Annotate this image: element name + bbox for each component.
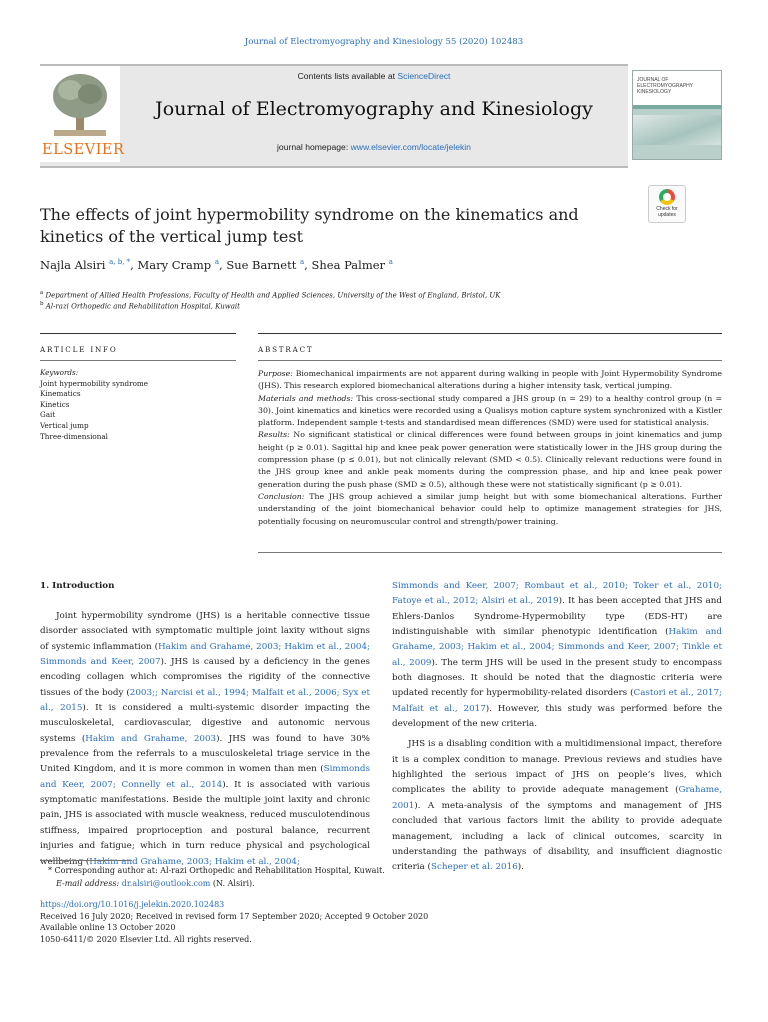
doi-link[interactable]: https://doi.org/10.1016/j.jelekin.2020.102483 (40, 900, 225, 909)
elsevier-tree-icon (50, 72, 110, 138)
homepage-prefix: journal homepage: (277, 142, 351, 152)
sciencedirect-link[interactable]: ScienceDirect (397, 71, 451, 81)
homepage-line (120, 142, 628, 152)
body-text: ). It is considered a multi-systemic disorder impacting the musculoskeletal, cardiovascular, digestive and autonomic nervous systems ( (40, 703, 370, 744)
citation-link[interactable]: Hakim and Grahame, 2003; Hakim et al., 2004; Simmonds and Keer, 2007; Tinkle et al., 2009 (392, 627, 722, 668)
body-paragraph (40, 609, 370, 870)
author-name[interactable]: Najla Alsiri (40, 258, 106, 272)
keyword[interactable]: Three-dimensional (40, 431, 108, 441)
citation-link[interactable]: Hakim and Grahame, 2003; Hakim et al., 2004; (89, 856, 300, 867)
body-column-right (392, 579, 722, 876)
doi-line (40, 900, 740, 909)
contents-prefix: Contents lists available at (297, 71, 398, 81)
abstract-conclusion (258, 491, 722, 528)
abstract-label: Materials and methods: (258, 393, 354, 403)
affiliation (40, 301, 720, 310)
abstract-methods (258, 393, 722, 430)
abstract-label: Results: (258, 430, 290, 440)
abstract-label: Purpose: (258, 369, 293, 378)
body-text: Joint hypermobility syndrome (JHS) is a heritable connective tissue disorder associated with symptomatic multiple joint laxity without signs of systemic inflammation ( (40, 611, 370, 652)
footnote-divider (40, 860, 132, 861)
citation-link[interactable]: Scheper et al. 2016 (430, 862, 518, 873)
affiliation-marker: b (40, 301, 44, 307)
keyword[interactable]: Gait (40, 410, 56, 420)
footnote-text: Corresponding author at: Al-razi Orthopedic and Rehabilitation Hospital, Kuwait. (54, 866, 385, 875)
affiliation-text: Al-razi Orthopedic and Rehabilitation Hospital, Kuwait (45, 302, 240, 311)
contents-line (120, 71, 628, 81)
citation-link[interactable]: Grahame, 2001 (392, 785, 722, 811)
body-text: ). (517, 862, 524, 873)
keyword[interactable]: Joint hypermobility syndrome (40, 378, 148, 388)
body-text: ). JHS was found to have 30% prevalence from the referrals to a musculoskeletal triage service in the United Kingdom, and it is more common in women than men ( (40, 733, 370, 775)
divider (40, 333, 236, 334)
author-name[interactable]: Sue Barnett (226, 258, 297, 272)
email-link[interactable]: dr.alsiri@outlook.com (121, 879, 211, 888)
author-affiliation-marker[interactable]: a (214, 258, 219, 267)
corresponding-author-note: * Corresponding author at: Al-razi Orthopedic and Rehabilitation Hospital, Kuwait. (48, 866, 385, 875)
affiliation (40, 290, 720, 299)
citation-link[interactable]: Hakim and Grahame, 2003 (85, 733, 217, 744)
body-text: ). However, this study was performed before the development of the new criteria. (392, 703, 722, 730)
abstract-results (258, 429, 722, 490)
divider (40, 360, 236, 361)
elsevier-logo[interactable] (40, 66, 125, 162)
keyword[interactable]: Vertical jump (40, 420, 89, 430)
citation-link[interactable]: Simmonds and Keer, 2007; Connelly et al., 2014 (40, 764, 370, 790)
author-name[interactable]: Mary Cramp (137, 258, 212, 272)
crossmark-icon (659, 189, 675, 205)
abstract-heading: ABSTRACT (258, 345, 314, 354)
email-note (56, 879, 756, 888)
body-text: ). It has been accepted that JHS and Ehlers-Danlos Syndrome-Hypermobility type (EDS-HT) are indistinguishable with similar phenotypic identification ( (392, 596, 722, 638)
author-affiliation-marker[interactable]: a (388, 258, 393, 267)
check-for-updates-badge[interactable] (648, 185, 686, 223)
body-column-left (40, 609, 370, 870)
keyword[interactable]: Kinematics (40, 389, 81, 399)
body-text: ). It is associated with various symptomatic manifestations. Beside the multiple joint laxity and chronic pain, JHS is associated with muscle weakness, reduced musculotendinous stiffness, impaired proprioception and postural balance, recurrent injuries and fatigue; which in turn reduce physical and psychological wellbeing ( (40, 779, 371, 867)
affiliation-text: Department of Allied Health Professions, Faculty of Health and Applied Sciences, University of the West of England, Bristol, UK (45, 291, 501, 300)
abstract-label: Conclusion: (258, 491, 305, 501)
journal-name: Journal of Electromyography and Kinesiology (155, 98, 593, 120)
abstract-text: The JHS group achieved a similar jump height but with some biomechanical alterations. Further understanding of the joint biomechanical behavior could help to optimize management strategies for JHS, potentially focusing on neuromuscular control and strength/power training. (258, 491, 722, 526)
homepage-link[interactable]: www.elsevier.com/locate/jelekin (350, 142, 471, 152)
article-title: The effects of joint hypermobility syndrome on the kinematics and kinetics of the vertical jump test (40, 205, 579, 246)
author-list: Najla Alsiri $^{a, b, *}$, Mary Cramp $^a$, Sue Barnett $^a$, Shea Palmer $^a$ (40, 258, 393, 272)
author-affiliation-marker[interactable]: a (299, 258, 305, 267)
cover-ribbon (633, 115, 721, 145)
divider (258, 552, 722, 553)
affiliation-marker: a (40, 290, 44, 296)
elsevier-wordmark: ELSEVIER (42, 142, 125, 158)
citation-link[interactable]: Castori et al., 2017; Malfait et al., 2017 (392, 688, 722, 714)
divider (258, 333, 722, 334)
abstract-purpose (258, 368, 722, 393)
divider (258, 360, 722, 361)
crossmark-label: Check for updates (656, 206, 678, 218)
abstract-body (258, 368, 722, 528)
author-name[interactable]: Shea Palmer (311, 258, 386, 272)
section-heading-introduction: 1. Introduction (40, 581, 115, 591)
copyright-line: 1050-6411/© 2020 Elsevier Ltd. All rights reserved. (40, 935, 252, 944)
keyword[interactable]: Kinetics (40, 399, 70, 409)
body-text: ). The term JHS will be used in the present study to encompass both diagnoses. It should be noted that the diagnostic criteria were updated recently for hypermobility-related disorders ( (392, 657, 722, 699)
keywords-block (40, 368, 240, 442)
received-line: Received 16 July 2020; Received in revised form 17 September 2020; Accepted 9 October 2020 (40, 912, 429, 921)
journal-cover-image[interactable] (632, 70, 722, 160)
email-label: E-mail address: (56, 879, 120, 888)
body-paragraph (392, 579, 722, 732)
cover-band (633, 105, 721, 109)
keywords-label: Keywords: (40, 368, 79, 377)
journal-citation[interactable]: Journal of Electromyography and Kinesiology 55 (2020) 102483 (244, 37, 524, 47)
abstract-text: This cross-sectional study compared a JHS group (n = 29) to a healthy control group (n = 30). Joint kinematics and kinetics were recorded using a Qualisys motion capture system synchronized with a Kistler platform. Independent sample t-tests and standardised mean differences (SMD) were used for statistical analysis. (258, 393, 722, 428)
citation-link[interactable]: 2003;; Narcisi et al., 1994; Malfait et al., 2006; Syx et al., 2015 (40, 687, 371, 714)
author-affiliation-marker[interactable]: a, b, * (109, 258, 131, 267)
abstract-text: Biomechanical impairments are not apparent during walking in people with Joint Hypermobility Syndrome (JHS). This research explored biomechanical alterations during a higher intensity task, vertical jumping. (258, 369, 722, 391)
body-paragraph (392, 737, 722, 875)
abstract-text: No significant statistical or clinical differences were found between groups in joint kinematics and jump height (p ≥ 0.01). Sagittal hip and knee peak power generation were statistically lower in the JHS group during the compression phase (p ≤ 0.01), but not clinically relevant (SMD < 0.5). Clinically relevant reductions were found in the JHS group knee and ankle peak moments during the compression phase, and hip and knee peak power generation during the push phase (SMD ≥ 0.5), although these were not statistically significant (p ≥ 0.01). (258, 430, 722, 489)
body-text: JHS is a disabling condition with a multidimensional impact, therefore it is a complex condition to manage. Previous reviews and studies have highlighted the serious impact of JHS on people’s lives, which complicates the ability to provide adequate management ( (392, 739, 722, 796)
cover-title: JOURNAL OF ELECTROMYOGRAPHY KINESIOLOGY (637, 77, 694, 95)
article-info-heading: ARTICLE INFO (40, 345, 118, 354)
body-text: ). A meta-analysis of the symptoms and management of JHS concluded that various factors limit the ability to provide adequate management, including a lack of clinical outcomes, scarcity in understanding the pathways of disability, and insufficient diagnostic criteria ( (392, 800, 722, 873)
citation-link[interactable]: Simmonds and Keer, 2007; Rombaut et al., 2010; Toker et al., 2010; Fatoye et al., 2012; Alsiri et al., 2019 (392, 581, 722, 607)
citation-link[interactable]: Hakim and Grahame, 2003; Hakim et al., 2004; Simmonds and Keer, 2007 (40, 641, 370, 668)
email-suffix: (N. Alsiri). (212, 879, 255, 888)
online-line: Available online 13 October 2020 (40, 923, 176, 932)
body-text: ). JHS is caused by a deficiency in the genes encoding collagen which compromises the rigidity of the connective tissues of the body ( (40, 657, 370, 698)
